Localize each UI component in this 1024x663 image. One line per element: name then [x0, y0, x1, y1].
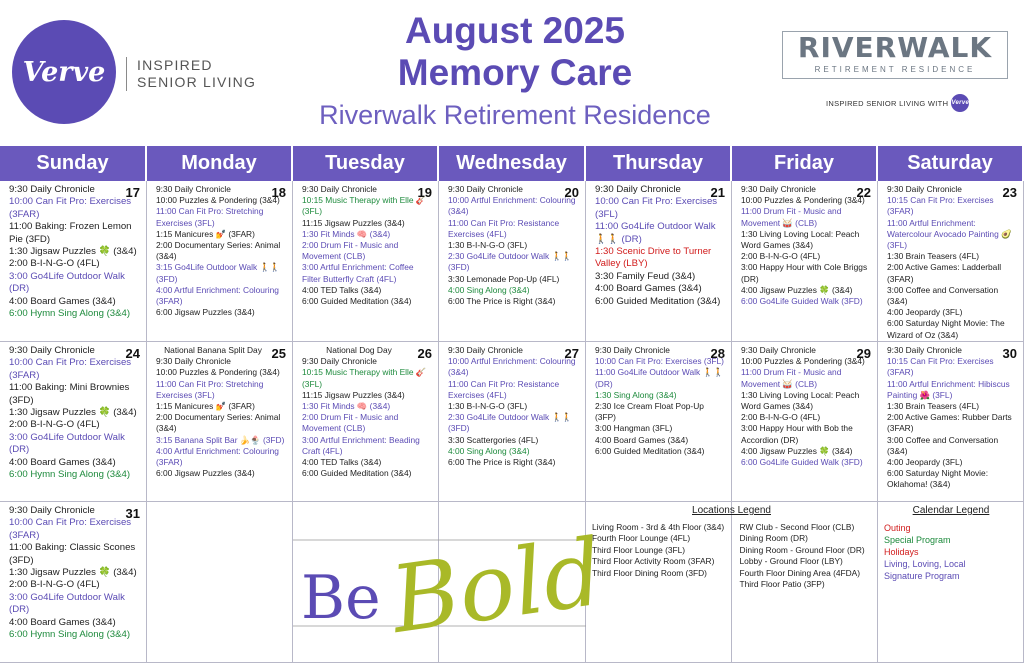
- day-number: 25: [271, 346, 286, 361]
- location-item: Dining Room - Ground Floor (DR): [739, 544, 865, 555]
- calendar-event: 3:00 Hangman (3FL): [595, 423, 673, 434]
- calendar-event: 9:30 Daily Chronicle: [741, 184, 816, 194]
- location-item: Third Floor Patio (3FP): [739, 579, 825, 590]
- calendar-event: 2:30 Go4Life Outdoor Walk 🚶🚶 (3FD): [448, 251, 573, 273]
- calendar-legend-item: Holidays: [884, 547, 919, 557]
- calendar-event: 11:00 Baking: Mini Brownies (3FD): [9, 382, 130, 406]
- calendar-event: 6:00 Saturday Night Movie: The Wizard of Oz (3&4): [887, 318, 1005, 340]
- location-item: Living Room - 3rd & 4th Floor (3&4): [592, 522, 725, 532]
- calendar-event: 4:00 Board Games (3&4): [9, 456, 116, 468]
- title-block: [280, 10, 750, 132]
- calendar-event: 9:30 Daily Chronicle: [595, 345, 670, 355]
- calendar-legend-item: Living, Loving, Local: [884, 559, 966, 569]
- calendar-event: 6:00 Guided Meditation (3&4): [302, 468, 412, 479]
- riverwalk-inspired-text: INSPIRED SENIOR LIVING WITH: [826, 98, 949, 108]
- calendar-event: 9:30 Daily Chronicle: [887, 345, 962, 355]
- calendar-event: 6:00 Go4Life Guided Walk (3FD): [741, 457, 863, 468]
- calendar-day-20: [439, 181, 586, 342]
- page-subtitle-residence: Riverwalk Retirement Residence: [319, 100, 711, 130]
- verve-logo-text: Verve: [22, 56, 106, 88]
- calendar-event: 3:00 Happy Hour with Bob the Accordion (DR): [741, 423, 853, 445]
- locations-legend-col1: [592, 522, 726, 590]
- calendar-event: 4:00 Jeopardy (3FL): [887, 457, 963, 468]
- calendar-day-26: [293, 342, 439, 502]
- calendar-event: 3:00 Go4Life Outdoor Walk (DR): [9, 431, 125, 456]
- day-number: 17: [125, 185, 140, 200]
- calendar-event: 3:15 Go4Life Outdoor Walk 🚶🚶 (3FD): [156, 262, 281, 284]
- calendar-event: 10:15 Music Therapy with Elle 🎸 (3FL): [302, 367, 427, 389]
- calendar-event: 3:15 Banana Split Bar 🍌🍨 (3FD): [156, 434, 285, 445]
- calendar-day-24: [0, 342, 147, 502]
- calendar-event: 9:30 Daily Chronicle: [156, 356, 231, 367]
- verve-logo: [12, 20, 116, 124]
- calendar-event: 6:00 The Price is Right (3&4): [448, 296, 556, 307]
- calendar-event: 10:00 Can Fit Pro: Exercises (3FAR): [9, 357, 132, 381]
- calendar-day-18: [147, 181, 293, 342]
- calendar-event: 10:00 Can Fit Pro: Exercises (3FL): [595, 356, 724, 367]
- calendar-event: 4:00 Jeopardy (3FL): [887, 307, 963, 318]
- calendar-event: 1:30 Living Loving Local: Peach Word Games (3&4): [741, 389, 860, 412]
- calendar-event: 4:00 Artful Enrichment: Colouring (3FAR): [156, 284, 279, 307]
- calendar-event: National Dog Day: [326, 345, 392, 355]
- calendar-event: 11:00 Artful Enrichment: Watercolour Avocado Painting 🥑 (3FL): [887, 217, 1012, 251]
- calendar-event: 9:30 Daily Chronicle: [595, 184, 681, 195]
- calendar-day-21: [586, 181, 732, 342]
- calendar-event: 2:00 Documentary Series: Animal (3&4): [156, 412, 281, 434]
- calendar-event: 1:30 Jigsaw Puzzles 🍀 (3&4): [9, 246, 137, 258]
- calendar-event: 11:00 Drum Fit - Music and Movement 🥁 (CLB): [741, 367, 842, 389]
- day-header-thursday: Thursday: [586, 146, 732, 181]
- calendar-event: 6:00 Guided Meditation (3&4): [302, 296, 412, 307]
- calendar-event: 1:30 Brain Teasers (4FL): [887, 401, 980, 412]
- day-number: 23: [1002, 185, 1017, 200]
- calendar-event: 4:00 Board Games (3&4): [595, 434, 689, 445]
- calendar-event: 3:00 Happy Hour with Cole Briggs (DR): [741, 262, 868, 284]
- day-header-saturday: Saturday: [878, 146, 1024, 181]
- day-header-tuesday: Tuesday: [293, 146, 439, 181]
- calendar-event: 10:00 Can Fit Pro: Exercises (3FL): [595, 196, 718, 220]
- calendar-event: 9:30 Daily Chronicle: [156, 184, 231, 194]
- day-header-friday: Friday: [732, 146, 878, 181]
- calendar-event: 9:30 Daily Chronicle: [9, 184, 95, 195]
- calendar-event: 2:30 Go4Life Outdoor Walk 🚶🚶 (3FD): [448, 412, 573, 434]
- calendar-day-17: [0, 181, 147, 342]
- locations-legend-columns: [586, 518, 877, 590]
- calendar-grid: [0, 146, 1024, 663]
- calendar-event: 11:00 Can Fit Pro: Resistance Exercises (4FL): [448, 217, 560, 239]
- calendar-day-30: [878, 342, 1024, 502]
- calendar-day-19: [293, 181, 439, 342]
- page-header: [0, 0, 1024, 146]
- calendar-event: 9:30 Daily Chronicle: [302, 184, 377, 194]
- day-number: 18: [271, 185, 286, 200]
- calendar-event: 1:30 Jigsaw Puzzles 🍀 (3&4): [9, 567, 137, 579]
- calendar-event: 1:30 Brain Teasers (4FL): [887, 251, 980, 262]
- calendar-event: 11:15 Jigsaw Puzzles (3&4): [302, 217, 405, 228]
- calendar-event: 4:00 TED Talks (3&4): [302, 457, 382, 468]
- day-number: 19: [417, 185, 432, 200]
- calendar-event: 9:30 Daily Chronicle: [9, 505, 95, 516]
- be-bold-word1: Be: [301, 563, 381, 633]
- page-title-month: August 2025: [404, 10, 625, 51]
- calendar-event: 2:00 Drum Fit - Music and Movement (CLB): [302, 240, 399, 262]
- calendar-event: 10:15 Can Fit Pro: Exercises (3FAR): [887, 195, 994, 217]
- calendar-event: 4:00 TED Talks (3&4): [302, 284, 382, 295]
- calendar-event: 6:00 Hymn Sing Along (3&4): [9, 308, 131, 320]
- calendar-event: 3:00 Coffee and Conversation (3&4): [887, 434, 999, 456]
- calendar-day-22: [732, 181, 878, 342]
- calendar-event: 10:00 Can Fit Pro: Exercises (3FAR): [9, 196, 132, 220]
- calendar-event: 3:30 Family Feud (3&4): [595, 270, 696, 282]
- day-number: 27: [564, 346, 579, 361]
- calendar-event: 1:30 Jigsaw Puzzles 🍀 (3&4): [9, 407, 137, 419]
- page-title-program: Memory Care: [397, 52, 633, 93]
- calendar-event: 11:00 Can Fit Pro: Stretching Exercises (3FL): [156, 378, 264, 400]
- calendar-event: 6:00 Hymn Sing Along (3&4): [9, 629, 131, 641]
- calendar-event: 1:30 Fit Minds 🧠 (3&4): [302, 228, 391, 239]
- calendar-event: 9:30 Daily Chronicle: [448, 184, 523, 194]
- calendar-event: 2:00 Active Games: Ladderball (3FAR): [887, 262, 1002, 284]
- calendar-event: 9:30 Daily Chronicle: [9, 345, 95, 356]
- calendar-event: 4:00 Artful Enrichment: Colouring (3FAR): [156, 445, 279, 468]
- calendar-event: 2:00 Documentary Series: Animal (3&4): [156, 240, 281, 262]
- locations-legend-col2: [740, 522, 874, 590]
- calendar-event: 9:30 Daily Chronicle: [887, 184, 962, 194]
- calendar-cell: [147, 502, 293, 663]
- calendar-event: 2:00 Active Games: Rubber Darts (3FAR): [887, 412, 1012, 434]
- calendar-event: 11:00 Artful Enrichment: Hibiscus Painting 🌺 (3FL): [887, 378, 1010, 400]
- calendar-event: 3:00 Artful Enrichment: Coffee Filter Butterfly Craft (4FL): [302, 262, 414, 284]
- day-number: 26: [417, 346, 432, 361]
- calendar-event: 2:00 B-I-N-G-O (4FL): [9, 419, 100, 431]
- calendar-event: 2:00 Drum Fit - Music and Movement (CLB): [302, 412, 399, 434]
- calendar-event: 9:30 Daily Chronicle: [302, 356, 377, 367]
- verve-tagline-line1: INSPIRED: [137, 57, 213, 73]
- day-header-monday: Monday: [147, 146, 293, 181]
- calendar-legend-item: Outing: [884, 523, 911, 533]
- calendar-event: 6:00 Jigsaw Puzzles (3&4): [156, 468, 255, 479]
- riverwalk-logo-name: RIVERWALK: [797, 31, 993, 64]
- calendar-event: 3:30 Scattergories (4FL): [448, 434, 539, 445]
- calendar-event: 11:00 Baking: Classic Scones (3FD): [9, 542, 136, 566]
- calendar-event: 2:00 B-I-N-G-O (4FL): [741, 412, 821, 423]
- calendar-day-29: [732, 342, 878, 502]
- calendar-legend-item: Special Program: [884, 535, 951, 545]
- be-bold-word2: Bold: [384, 518, 609, 654]
- calendar-event: 9:30 Daily Chronicle: [741, 345, 816, 355]
- calendar-event: 2:00 B-I-N-G-O (4FL): [9, 579, 100, 591]
- be-bold-graphic: [293, 502, 609, 663]
- calendar-event: 10:00 Puzzles & Pondering (3&4): [741, 195, 865, 206]
- calendar-event: 1:30 Scenic Drive to Turner Valley (LBY): [595, 246, 712, 270]
- calendar-event: 10:00 Artful Enrichment: Colouring (3&4): [448, 356, 576, 378]
- location-item: Lobby - Ground Floor (LBY): [739, 556, 843, 567]
- calendar-event: 6:00 The Price is Right (3&4): [448, 457, 556, 468]
- calendar-event: 4:00 Board Games (3&4): [9, 616, 116, 628]
- calendar-event: National Banana Split Day: [164, 345, 262, 355]
- location-item: Fourth Floor Lounge (4FL): [592, 533, 691, 544]
- calendar-event: 6:00 Guided Meditation (3&4): [595, 295, 721, 307]
- calendar-day-31: [0, 502, 147, 663]
- calendar-event: 3:00 Coffee and Conversation (3&4): [887, 284, 999, 307]
- verve-badge-icon: Verve: [951, 94, 969, 112]
- verve-tagline-line2: SENIOR LIVING: [137, 74, 257, 90]
- calendar-event: 4:00 Jigsaw Puzzles 🍀 (3&4): [741, 284, 853, 295]
- day-number: 21: [710, 185, 725, 200]
- day-number: 30: [1002, 346, 1017, 361]
- day-header-sunday: Sunday: [0, 146, 147, 181]
- calendar-day-27: [439, 342, 586, 502]
- calendar-day-25: [147, 342, 293, 502]
- calendar-event: 4:00 Sing Along (3&4): [448, 445, 530, 456]
- locations-legend-title: Locations Legend: [692, 505, 771, 516]
- calendar-event: 10:15 Can Fit Pro: Exercises (3FAR): [887, 356, 994, 378]
- calendar-event: 1:30 B-I-N-G-O (3FL): [448, 240, 528, 251]
- calendar-event: 6:00 Hymn Sing Along (3&4): [9, 469, 131, 481]
- calendar-event: 10:00 Puzzles & Pondering (3&4): [156, 195, 280, 206]
- calendar-event: 2:00 B-I-N-G-O (4FL): [741, 251, 821, 262]
- calendar-event: 11:00 Can Fit Pro: Resistance Exercises (4FL): [448, 378, 560, 400]
- calendar-event: 10:00 Puzzles & Pondering (3&4): [156, 367, 280, 378]
- day-number: 28: [710, 346, 725, 361]
- calendar-event: 1:15 Manicures 💅 (3FAR): [156, 228, 255, 239]
- riverwalk-logo: [782, 31, 1008, 79]
- calendar-event: 6:00 Jigsaw Puzzles (3&4): [156, 307, 255, 318]
- day-number: 31: [125, 506, 140, 521]
- calendar-event: 3:00 Artful Enrichment: Beading Craft (4FL): [302, 434, 420, 456]
- calendar-event: 11:00 Drum Fit - Music and Movement 🥁 (CLB): [741, 206, 842, 228]
- riverwalk-logo-sub: RETIREMENT RESIDENCE: [814, 65, 976, 74]
- calendar-event: 2:00 B-I-N-G-O (4FL): [9, 258, 100, 270]
- calendar-event: 10:15 Music Therapy with Elle 🎸 (3FL): [302, 195, 427, 217]
- calendar-event: 11:00 Go4Life Outdoor Walk 🚶🚶 (DR): [595, 367, 724, 389]
- calendar-event: 3:00 Go4Life Outdoor Walk (DR): [9, 591, 125, 616]
- calendar-event: 3:30 Lemonade Pop-Up (4FL): [448, 273, 560, 284]
- day-number: 24: [125, 346, 140, 361]
- calendar-event: 1:30 Sing Along (3&4): [595, 389, 677, 400]
- calendar-event: 10:00 Artful Enrichment: Colouring (3&4): [448, 195, 576, 217]
- day-number: 29: [856, 346, 871, 361]
- calendar-event: 9:30 Daily Chronicle: [448, 345, 523, 355]
- calendar-event: 11:00 Baking: Frozen Lemon Pie (3FD): [9, 221, 132, 245]
- location-item: Third Floor Activity Room (3FAR): [592, 556, 715, 567]
- be-bold-art: [293, 502, 609, 658]
- location-item: RW Club - Second Floor (CLB): [739, 522, 855, 532]
- calendar-event: 4:00 Board Games (3&4): [595, 283, 702, 295]
- location-item: Third Floor Dining Room (3FD): [592, 567, 707, 578]
- day-header-wednesday: Wednesday: [439, 146, 586, 181]
- verve-tagline: [126, 57, 256, 91]
- calendar-event: 3:00 Go4Life Outdoor Walk (DR): [9, 270, 125, 295]
- location-item: Dining Room (DR): [739, 533, 808, 544]
- calendar-event: 10:00 Puzzles & Pondering (3&4): [741, 356, 865, 367]
- calendar-event: 2:30 Ice Cream Float Pop-Up (3FP): [595, 401, 704, 423]
- day-number: 20: [564, 185, 579, 200]
- calendar-event: 6:00 Go4Life Guided Walk (3FD): [741, 296, 863, 307]
- location-item: Fourth Floor Dining Area (4FDA): [739, 567, 861, 578]
- calendar-event: 1:30 B-I-N-G-O (3FL): [448, 401, 528, 412]
- calendar-event: 1:30 Fit Minds 🧠 (3&4): [302, 401, 391, 412]
- calendar-event: 6:00 Guided Meditation (3&4): [595, 445, 705, 456]
- day-number: 22: [856, 185, 871, 200]
- calendar-event: 6:00 Saturday Night Movie: Oklahoma! (3&4): [887, 468, 989, 490]
- calendar-event: 4:00 Sing Along (3&4): [448, 284, 530, 295]
- calendar-legend-item: Signature Program: [884, 571, 960, 581]
- calendar-legend-title: Calendar Legend: [912, 505, 990, 516]
- calendar-event: 4:00 Jigsaw Puzzles 🍀 (3&4): [741, 445, 853, 456]
- location-item: Third Floor Lounge (3FL): [592, 544, 686, 555]
- calendar-event: 10:00 Can Fit Pro: Exercises (3FAR): [9, 517, 132, 541]
- calendar-day-23: [878, 181, 1024, 342]
- calendar-event: 11:00 Go4Life Outdoor Walk 🚶🚶 (DR): [595, 221, 716, 245]
- locations-legend: [586, 502, 878, 663]
- calendar-event: 4:00 Board Games (3&4): [9, 295, 116, 307]
- calendar-event: 1:15 Manicures 💅 (3FAR): [156, 401, 255, 412]
- calendar-legend: [878, 502, 1024, 663]
- calendar-event: 1:30 Living Loving Local: Peach Word Games (3&4): [741, 228, 860, 251]
- calendar-event: 11:15 Jigsaw Puzzles (3&4): [302, 389, 405, 400]
- calendar-day-28: [586, 342, 732, 502]
- calendar-event: 11:00 Can Fit Pro: Stretching Exercises (3FL): [156, 206, 264, 228]
- riverwalk-inspired-line: [826, 94, 969, 112]
